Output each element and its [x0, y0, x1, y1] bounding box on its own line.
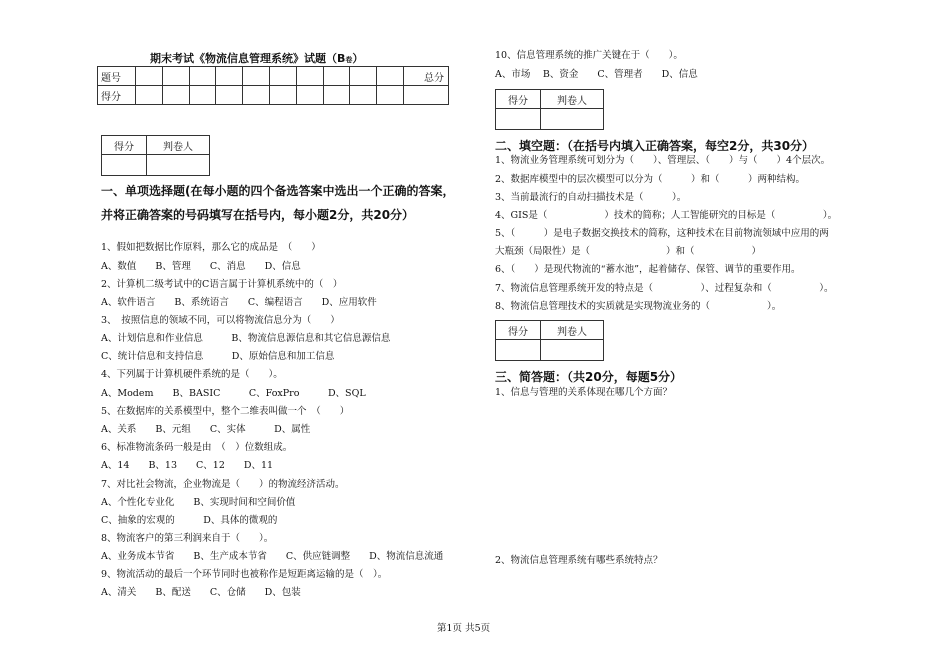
s1-line: C、抽象的宏观的 D、具体的微观的 — [101, 515, 278, 526]
score-cell — [323, 67, 350, 86]
score-cell — [404, 86, 449, 105]
s1-line: A、清关 B、配送 C、仓储 D、包装 — [101, 587, 301, 598]
score-cell — [243, 86, 270, 105]
score-cell — [269, 86, 296, 105]
score-table-row-numbers — [98, 67, 449, 86]
score-cell — [377, 67, 404, 86]
score-cell — [162, 67, 189, 86]
grader-name-label: 判卷人 — [147, 136, 210, 155]
s1-line: A、14 B、13 C、12 D、11 — [101, 460, 274, 471]
score-cell — [269, 67, 296, 86]
exam-title-main: 期末考试《物流信息管理系统》试题（B — [150, 52, 346, 65]
score-table-label-score: 得分 — [98, 86, 136, 105]
grader-score-label: 得分 — [102, 136, 147, 155]
s1-line: A、关系 B、元组 C、实体 D、属性 — [101, 424, 311, 435]
s2-line: 2、数据库模型中的层次模型可以分为（ ）和（ ）两种结构。 — [495, 174, 806, 185]
grader-name-label: 判卷人 — [541, 90, 604, 109]
s1-line: A、Modem B、BASIC C、FoxPro D、SQL — [101, 388, 366, 399]
score-cell — [243, 67, 270, 86]
exam-title-suffix: 卷 — [345, 56, 353, 64]
grader-box-1 — [101, 135, 210, 176]
grader-score-label: 得分 — [496, 90, 541, 109]
score-cell — [216, 67, 243, 86]
s1-line: A、数值 B、管理 C、消息 D、信息 — [101, 261, 301, 272]
score-cell — [162, 86, 189, 105]
q10-line: 10、信息管理系统的推广关键在于（ ）。 — [495, 50, 683, 61]
s2-line: 1、物流业务管理系统可划分为（ ）、管理层、（ ）与（ ）4个层次。 — [495, 155, 831, 166]
s1-line: A、计划信息和作业信息 B、物流信息源信息和其它信息源信息 — [101, 333, 391, 344]
grader-score-label: 得分 — [496, 321, 541, 340]
s1-line: 9、物流活动的最后一个环节同时也被称作是短距离运输的是（ ）。 — [101, 569, 388, 580]
grader-score-cell — [496, 340, 541, 361]
score-table-label-number: 题号 — [98, 67, 136, 86]
score-cell — [189, 67, 216, 86]
s1-line: 2、计算机二级考试中的C语言属于计算机系统中的（ ） — [101, 279, 343, 290]
section1-heading-line1: 一、单项选择题(在每小题的四个备选答案中选出一个正确的答案， — [101, 184, 455, 198]
q10-options: A、市场 B、资金 C、管理者 D、信息 — [495, 69, 698, 80]
score-cell — [377, 86, 404, 105]
score-cell — [135, 86, 162, 105]
s1-line: C、统计信息和支持信息 D、原始信息和加工信息 — [101, 351, 335, 362]
grader-box-3 — [495, 320, 604, 361]
s1-line: A、软件语言 B、系统语言 C、编程语言 D、应用软件 — [101, 297, 377, 308]
score-cell — [323, 86, 350, 105]
score-cell — [296, 86, 323, 105]
score-cell — [216, 86, 243, 105]
s3-question-1: 1、信息与管理的关系体现在哪几个方面？ — [495, 387, 673, 398]
s2-line: 3、当前最流行的自动扫描技术是（ ）。 — [495, 192, 687, 203]
s2-line: 5、（ ）是电子数据交换技术的简称，这种技术在目前物流领域中应用的两 — [495, 228, 829, 239]
s1-line: 5、在数据库的关系模型中，整个二维表叫做一个 （ ） — [101, 406, 350, 417]
s2-line: 6、（ ）是现代物流的“蓄水池”，起着储存、保管、调节的重要作用。 — [495, 264, 801, 275]
score-cell — [350, 86, 377, 105]
s1-line: 7、对比社会物流，企业物流是（ ）的物流经济活动。 — [101, 479, 345, 490]
s3-question-2: 2、物流信息管理系统有哪些系统特点？ — [495, 555, 663, 566]
s2-line: 4、GIS是（ ）技术的简称；人工智能研究的目标是（ ）。 — [495, 210, 838, 221]
s1-line: 1、假如把数据比作原料，那么它的成品是 （ ） — [101, 242, 321, 253]
exam-title-close: ） — [352, 52, 364, 65]
score-cell — [189, 86, 216, 105]
s1-line: 8、物流客户的第三利润来自于（ ）。 — [101, 533, 274, 544]
s2-line: 8、物流信息管理技术的实质就是实现物流业务的（ ）。 — [495, 301, 782, 312]
s1-line: 6、标准物流条码一般是由 （ ）位数组成。 — [101, 442, 293, 453]
grader-score-cell — [496, 109, 541, 130]
s2-line: 大瓶颈（局限性）是（ ）和（ ） — [495, 246, 762, 257]
s2-line: 7、物流信息管理系统开发的特点是（ ）、过程复杂和（ ）。 — [495, 283, 834, 294]
score-table-total: 总分 — [404, 67, 449, 86]
score-cell — [135, 67, 162, 86]
score-cell — [350, 67, 377, 86]
grader-score-cell — [102, 155, 147, 176]
exam-title — [150, 50, 363, 66]
s1-line: 3、 按照信息的领域不同，可以将物流信息分为（ ） — [101, 315, 340, 326]
section2-heading: 二、填空题：（在括号内填入正确答案，每空2分，共30分） — [495, 139, 815, 153]
grader-name-cell — [541, 109, 604, 130]
s1-line: A、业务成本节省 B、生产成本节省 C、供应链调整 D、物流信息流通 — [101, 551, 444, 562]
page-footer: 第1页 共5页 — [437, 623, 491, 634]
grader-name-cell — [147, 155, 210, 176]
grader-name-cell — [541, 340, 604, 361]
s1-line: 4、下列属于计算机硬件系统的是（ ）。 — [101, 369, 283, 380]
grader-name-label: 判卷人 — [541, 321, 604, 340]
score-cell — [296, 67, 323, 86]
s1-line: A、个性化专业化 B、实现时间和空间价值 — [101, 497, 296, 508]
grader-box-2 — [495, 89, 604, 130]
score-table — [97, 66, 449, 105]
section1-heading-line2: 并将正确答案的号码填写在括号内，每小题2分，共20分） — [101, 208, 415, 222]
score-table-row-scores — [98, 86, 449, 105]
section3-heading: 三、简答题：（共20分，每题5分） — [495, 370, 683, 384]
